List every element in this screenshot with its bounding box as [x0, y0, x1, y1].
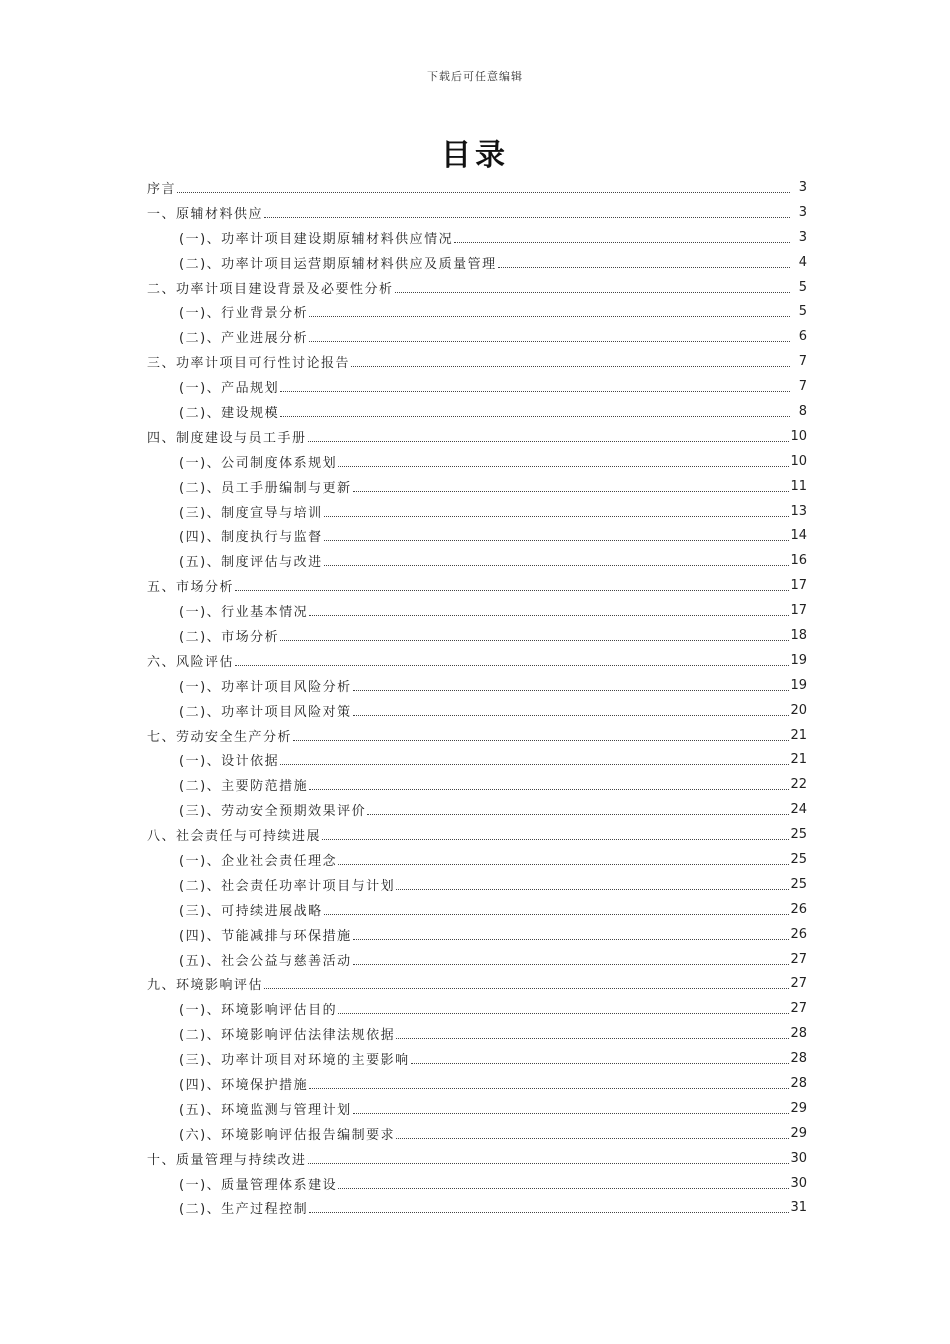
toc-entry[interactable] — [147, 1021, 807, 1046]
toc-entry-label: 八、社会责任与可持续进展 — [147, 829, 322, 845]
toc-entry-label: 序言 — [147, 181, 177, 197]
header-note: 下载后可任意编辑 — [427, 70, 523, 83]
toc-entry[interactable] — [147, 548, 807, 573]
toc-entry-label: 七、劳动安全生产分析 — [147, 729, 293, 745]
toc-entry-label: (二)、功率计项目运营期原辅材料供应及质量管理 — [179, 256, 497, 272]
toc-dot-leader — [280, 764, 789, 765]
toc-entry[interactable] — [147, 1171, 807, 1196]
toc-entry[interactable] — [147, 499, 807, 524]
toc-dot-leader — [353, 939, 790, 940]
toc-entry[interactable] — [147, 1046, 807, 1071]
toc-dot-leader — [395, 292, 790, 293]
toc-entry-label: (三)、可持续进展战略 — [179, 903, 323, 919]
toc-entry-label: (一)、行业基本情况 — [179, 605, 309, 621]
toc-entry[interactable] — [147, 847, 807, 872]
toc-dot-leader — [353, 964, 790, 965]
toc-entry-page: 7 — [798, 354, 807, 370]
toc-dot-leader — [309, 789, 789, 790]
toc-entry-label: (二)、生产过程控制 — [179, 1202, 309, 1218]
toc-dot-leader — [396, 889, 789, 890]
toc-entry[interactable] — [147, 1121, 807, 1146]
toc-entry-page: 14 — [790, 528, 807, 544]
toc-dot-leader — [309, 316, 790, 317]
toc-entry-page: 24 — [790, 802, 807, 818]
toc-dot-leader — [338, 1013, 789, 1014]
toc-dot-leader — [498, 267, 790, 268]
toc-dot-leader — [338, 466, 789, 467]
toc-dot-leader — [324, 516, 790, 517]
toc-entry-page: 3 — [798, 229, 807, 245]
toc-entry-page: 28 — [790, 1076, 807, 1091]
toc-entry[interactable] — [147, 573, 807, 598]
toc-entry-label: (三)、制度宣导与培训 — [179, 505, 323, 521]
toc-entry-page: 18 — [790, 627, 807, 643]
toc-entry-label: 六、风险评估 — [147, 654, 235, 670]
toc-entry-label: 二、功率计项目建设背景及必要性分析 — [147, 281, 394, 297]
toc-dot-leader — [280, 391, 790, 392]
toc-entry-label: (四)、环境保护措施 — [179, 1078, 309, 1093]
toc-entry[interactable] — [147, 772, 807, 797]
toc-entry-page: 5 — [798, 304, 807, 320]
toc-entry-page: 28 — [790, 1026, 807, 1042]
toc-dot-leader — [454, 242, 790, 243]
toc-dot-leader — [338, 864, 789, 865]
toc-entry[interactable] — [147, 623, 807, 648]
table-of-contents — [147, 175, 807, 1220]
toc-entry-page: 10 — [790, 428, 807, 444]
toc-entry[interactable] — [147, 747, 807, 772]
toc-dot-leader — [411, 1063, 790, 1064]
toc-dot-leader — [396, 1038, 789, 1039]
toc-entry-label: (二)、主要防范措施 — [179, 779, 309, 795]
toc-entry[interactable] — [147, 474, 807, 499]
toc-dot-leader — [235, 665, 789, 666]
toc-entry-label: (一)、质量管理体系建设 — [179, 1177, 338, 1193]
toc-entry-label: (一)、公司制度体系规划 — [179, 455, 338, 471]
toc-entry[interactable] — [147, 1196, 807, 1221]
toc-entry[interactable] — [147, 1071, 807, 1096]
toc-dot-leader — [324, 914, 790, 915]
toc-entry[interactable] — [147, 947, 807, 972]
toc-dot-leader — [338, 1188, 789, 1189]
toc-entry-page: 3 — [798, 179, 807, 195]
toc-entry-page: 30 — [790, 1175, 807, 1191]
toc-entry[interactable] — [147, 698, 807, 723]
toc-dot-leader — [353, 491, 790, 492]
toc-entry[interactable] — [147, 200, 807, 225]
toc-entry[interactable] — [147, 598, 807, 623]
toc-dot-leader — [353, 1113, 790, 1114]
toc-entry[interactable] — [147, 972, 807, 997]
toc-entry-label: (五)、环境监测与管理计划 — [179, 1102, 352, 1118]
toc-entry-page: 29 — [790, 1125, 807, 1141]
toc-dot-leader — [324, 540, 790, 541]
toc-entry-page: 5 — [798, 279, 807, 295]
toc-entry[interactable] — [147, 250, 807, 275]
toc-dot-leader — [353, 715, 790, 716]
toc-entry[interactable] — [147, 275, 807, 300]
page-title: 目录 — [441, 138, 509, 173]
toc-entry-page: 25 — [790, 851, 807, 867]
toc-entry-label: (二)、市场分析 — [179, 629, 280, 645]
toc-entry[interactable] — [147, 996, 807, 1021]
toc-entry-label: 五、市场分析 — [147, 580, 235, 596]
toc-dot-leader — [177, 192, 790, 193]
toc-dot-leader — [264, 988, 789, 989]
toc-entry[interactable] — [147, 872, 807, 897]
toc-dot-leader — [396, 1138, 789, 1139]
toc-entry[interactable] — [147, 175, 807, 200]
toc-entry-label: (三)、功率计项目对环境的主要影响 — [179, 1053, 410, 1069]
toc-dot-leader — [309, 1088, 789, 1089]
toc-entry-page: 26 — [790, 926, 807, 942]
toc-entry-label: (一)、行业背景分析 — [179, 306, 309, 322]
toc-entry-label: (一)、产品规划 — [179, 381, 280, 397]
toc-entry-page: 28 — [790, 1051, 807, 1067]
toc-entry-page: 8 — [798, 403, 807, 419]
toc-entry-label: 九、环境影响评估 — [147, 978, 264, 994]
toc-entry-label: 十、质量管理与持续改进 — [147, 1152, 307, 1168]
toc-entry-page: 27 — [790, 951, 807, 967]
toc-dot-leader — [324, 565, 790, 566]
toc-entry-page: 25 — [790, 827, 807, 843]
toc-entry[interactable] — [147, 523, 807, 548]
toc-entry[interactable] — [147, 922, 807, 947]
toc-entry-page: 7 — [798, 379, 807, 395]
toc-entry-page: 10 — [790, 453, 807, 469]
toc-dot-leader — [280, 640, 789, 641]
toc-entry-label: (五)、社会公益与慈善活动 — [179, 953, 352, 969]
toc-entry-page: 27 — [790, 976, 807, 992]
toc-dot-leader — [309, 341, 790, 342]
toc-entry-label: (三)、劳动安全预期效果评价 — [179, 804, 367, 820]
toc-dot-leader — [309, 1212, 789, 1213]
toc-entry-label: (一)、功率计项目风险分析 — [179, 679, 352, 695]
toc-entry-page: 11 — [790, 478, 807, 494]
toc-entry[interactable] — [147, 449, 807, 474]
toc-entry-page: 4 — [798, 254, 807, 270]
toc-dot-leader — [308, 441, 790, 442]
toc-entry-label: (一)、企业社会责任理念 — [179, 853, 338, 869]
toc-entry[interactable] — [147, 822, 807, 847]
toc-entry-page: 26 — [790, 901, 807, 917]
toc-entry-label: (二)、社会责任功率计项目与计划 — [179, 878, 396, 894]
toc-entry[interactable] — [147, 723, 807, 748]
toc-entry-label: (一)、环境影响评估目的 — [179, 1003, 338, 1019]
toc-entry-label: (二)、员工手册编制与更新 — [179, 480, 352, 496]
toc-entry-page: 29 — [790, 1100, 807, 1116]
toc-entry-page: 19 — [790, 677, 807, 693]
toc-entry-label: (六)、环境影响评估报告编制要求 — [179, 1127, 396, 1143]
toc-entry[interactable] — [147, 648, 807, 673]
toc-entry-label: (五)、制度评估与改进 — [179, 555, 323, 571]
toc-entry[interactable] — [147, 324, 807, 349]
toc-entry-page: 19 — [790, 652, 807, 668]
toc-entry[interactable] — [147, 1146, 807, 1171]
toc-entry-page: 27 — [790, 1001, 807, 1017]
toc-dot-leader — [322, 839, 789, 840]
toc-entry-label: (一)、功率计项目建设期原辅材料供应情况 — [179, 231, 454, 247]
toc-entry[interactable] — [147, 673, 807, 698]
toc-entry-label: (二)、建设规模 — [179, 405, 280, 421]
toc-dot-leader — [264, 217, 790, 218]
toc-entry-page: 16 — [790, 553, 807, 569]
toc-dot-leader — [235, 590, 789, 591]
toc-entry-page: 22 — [790, 777, 807, 793]
toc-entry-page: 21 — [790, 752, 807, 768]
toc-entry-label: 一、原辅材料供应 — [147, 206, 264, 222]
toc-dot-leader — [351, 366, 790, 367]
toc-entry[interactable] — [147, 225, 807, 250]
toc-entry-page: 30 — [790, 1150, 807, 1166]
toc-entry-page: 17 — [790, 603, 807, 619]
toc-entry-page: 25 — [790, 876, 807, 892]
toc-entry-page: 13 — [790, 503, 807, 519]
toc-entry[interactable] — [147, 797, 807, 822]
toc-entry[interactable] — [147, 1096, 807, 1121]
toc-entry-page: 17 — [790, 578, 807, 594]
toc-entry[interactable] — [147, 299, 807, 324]
toc-entry-label: (一)、设计依据 — [179, 754, 280, 770]
toc-dot-leader — [280, 416, 790, 417]
toc-entry-page: 20 — [790, 702, 807, 718]
toc-entry-label: (四)、节能减排与环保措施 — [179, 928, 352, 944]
toc-entry-page: 6 — [798, 329, 807, 345]
toc-entry[interactable] — [147, 424, 807, 449]
toc-entry-page: 3 — [798, 204, 807, 220]
toc-entry[interactable] — [147, 897, 807, 922]
toc-entry-label: (二)、产业进展分析 — [179, 331, 309, 347]
toc-entry-label: 四、制度建设与员工手册 — [147, 430, 307, 446]
toc-entry-page: 21 — [790, 727, 807, 743]
toc-entry-label: (二)、环境影响评估法律法规依据 — [179, 1028, 396, 1044]
toc-entry[interactable] — [147, 399, 807, 424]
toc-entry-label: (二)、功率计项目风险对策 — [179, 704, 352, 720]
toc-entry[interactable] — [147, 349, 807, 374]
toc-dot-leader — [309, 615, 789, 616]
toc-dot-leader — [293, 740, 789, 741]
toc-dot-leader — [367, 814, 789, 815]
toc-entry-label: (四)、制度执行与监督 — [179, 530, 323, 546]
toc-entry-page: 31 — [790, 1200, 807, 1216]
toc-dot-leader — [353, 690, 790, 691]
toc-entry-label: 三、功率计项目可行性讨论报告 — [147, 356, 351, 372]
toc-dot-leader — [308, 1163, 790, 1164]
toc-entry[interactable] — [147, 374, 807, 399]
